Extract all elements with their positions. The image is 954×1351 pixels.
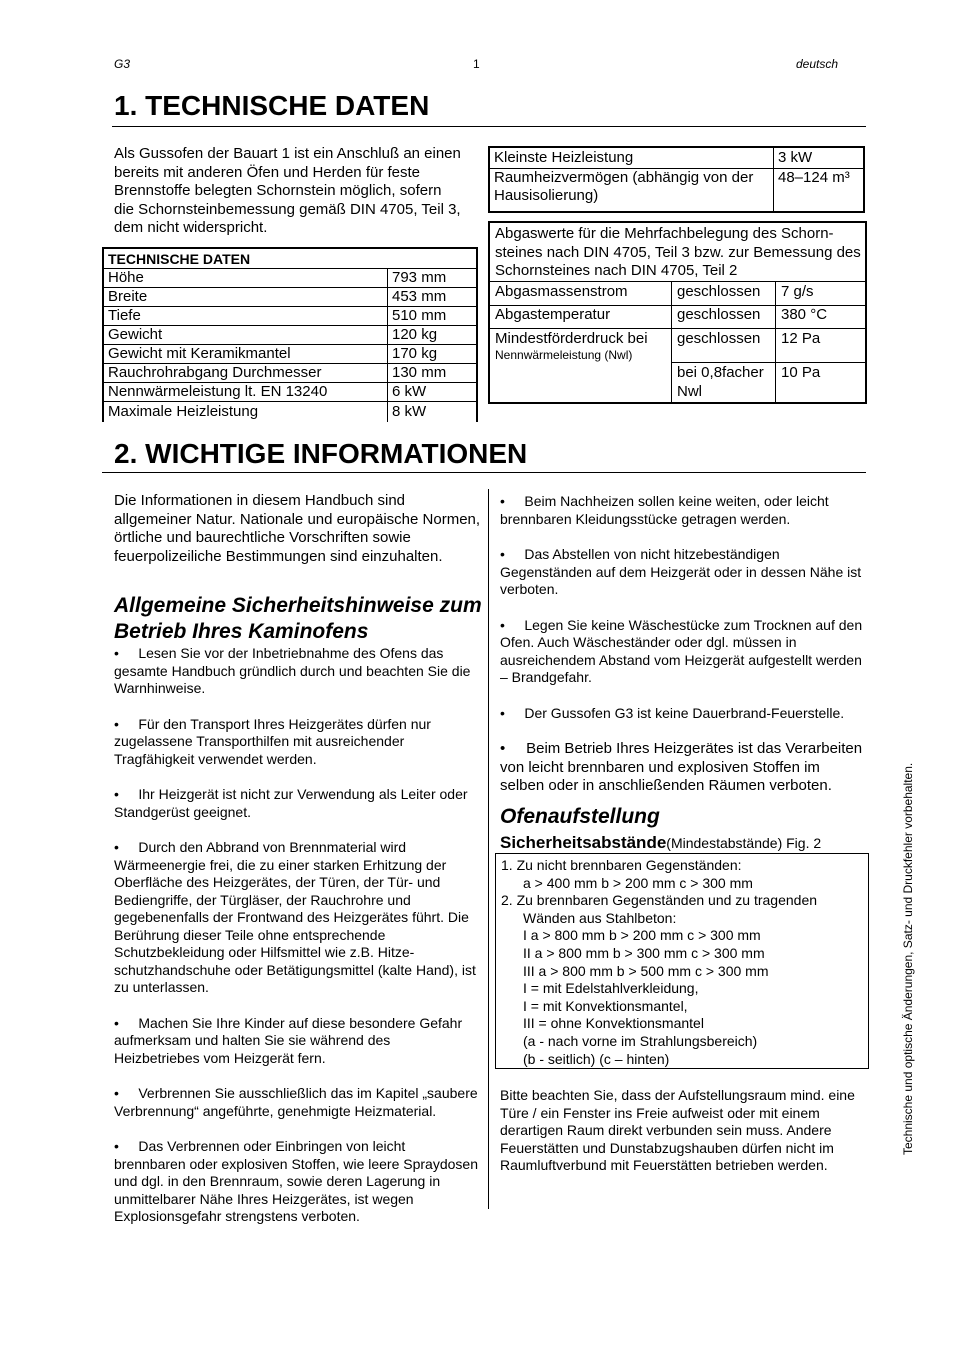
right-bullet-list [500,493,864,796]
flue-col-line [671,281,672,402]
section1-heading [114,90,429,122]
header-model: G3 [114,57,131,71]
list-item-text: Legen Sie keine Wäschestücke zum Trocknen auf den Ofen. Auch Wäscheständer oder dgl. müssen in ausreichendem Abstand vom Heizgerät aufgestellt werden – Brandgefahr. [500,616,863,685]
bullet-icon: • [500,616,525,633]
section1-number: 1. [114,90,138,121]
distances-line: I = mit Konvektionsmantel, [523,997,688,1014]
list-item-text: Verbrennen Sie ausschließlich das im Kapitel „saubere Verbrennung“ angeführte, genehmigte Heizmaterial. [114,1085,478,1119]
section2-number: 2. [114,438,138,469]
tech-row-value: 453 mm [388,288,478,307]
distances-line: a > 400 mm b > 200 mm c > 300 mm [523,874,753,891]
section2-title: WICHTIGE INFORMATIONEN [145,438,528,469]
page-number: 1 [473,57,480,71]
bullet-icon: • [500,740,527,757]
tech-table-header: TECHNISCHE DATEN [103,248,477,269]
list-item [114,1085,478,1120]
list-item-text: Beim Nachheizen sollen keine weiten, oder leicht brennbaren Kleidungsstücke getragen werden. [500,493,829,527]
tech-row-value: 120 kg [388,326,478,345]
tech-row-label: Breite [103,288,388,307]
flue-row-sublabel: Nennwärmeleistung (Nwl) [495,348,633,362]
flue-row-label: Abgasmassenstrom [495,283,628,300]
flue-divider [490,328,865,329]
distances-line: (b - seitlich) (c – hinten) [523,1050,670,1067]
bullet-icon: • [114,839,139,855]
tech-row-value: 130 mm [388,364,478,383]
column-divider [488,489,489,1209]
flue-row-value: 380 °C [781,306,828,323]
list-item-text: Das Abstellen von nicht hitzebeständigen Gegenständen auf dem Heizgerät oder in dessen Nähe ist verboten. [500,546,862,597]
tech-data-table [102,247,478,422]
list-item-text: Das Verbrennen oder Einbringen von leicht brennbaren oder explosiven Stoffen, wie leere Spraydosen und dgl. in den Brennraum, sowie deren Lagerung in unmittelbarer Nähe Ihres Heizgerätes, ist wegen Explosionsgefahr strengstens verboten. [114,1138,478,1224]
heat-row-value: 48–124 m³ [774,169,865,213]
list-item-text: Der Gussofen G3 ist keine Dauerbrand-Feuerstelle. [524,704,845,721]
header-language: deutsch [796,57,839,71]
flue-caption: Abgaswerte für die Mehrfachbelegung des Schorn-steines nach DIN 4705, Teil 3 bzw. zur Bemessung des Schornsteines nach DIN 4705, Teil 2 [495,225,861,279]
tech-row-value: 170 kg [388,345,478,364]
tech-row-label: Höhe [103,269,388,288]
bullet-icon: • [500,546,525,562]
list-item [500,617,864,687]
flue-row-label: Abgastemperatur [495,306,611,323]
tech-row-label: Nennwärmeleistung lt. EN 13240 [103,383,388,402]
flue-gas-table [488,221,867,404]
distances-line: III = ohne Konvektionsmantel [523,1015,704,1032]
distances-line: Wänden aus Stahlbeton: [523,909,677,926]
distances-title: Sicherheitsabstände [500,833,667,852]
bullet-icon: • [500,704,525,721]
heat-row-value: 3 kW [774,147,865,169]
list-item [114,1138,478,1226]
tech-row-label: Maximale Heizleistung [103,402,388,423]
distances-list [501,857,817,1068]
tech-row-value: 793 mm [388,269,478,288]
list-item [114,839,478,997]
tech-row-label: Tiefe [103,307,388,326]
distances-line: I = mit Edelstahlverkleidung, [523,980,699,997]
list-item-text: Durch den Abbrand von Brennmaterial wird Wärmeenergie frei, die zu einer starken Erhitzung der Oberfläche des Heizgerätes, der Türen, der Tür- und Bediengriffe, der Türgläser, der Rauchrohre und gegebenenfalls der Frontwand des Heizgerätes führt. Die Berührung dieser Teile ohne entsprechende Schutzbekleidung oder Hilfsmittel wie z.B. Hitze-schutzhandschuhe oder Betätigungsmittel (kalte Hand), ist zu unterlassen. [114,839,476,995]
safety-list [114,645,478,1226]
flue-row-value: 7 g/s [781,283,814,300]
list-item [114,716,478,769]
bullet-icon: • [114,786,139,802]
flue-row-label: Mindestförderdruck bei [495,330,648,347]
flue-row-condition: geschlossen [677,306,761,323]
distances-box [495,853,869,1069]
flue-row-value: 12 Pa [781,330,821,347]
tech-row-label: Rauchrohrabgang Durchmesser [103,364,388,383]
tech-row-value: 8 kW [388,402,478,423]
side-disclaimer: Technische und optische Änderungen, Satz- und Druckfehler vorbehalten. [901,762,915,1155]
placement-note: Bitte beachten Sie, dass der Aufstellungsraum mind. eine Türe / ein Fenster ins Freie aufweist oder mit einem derartigen Raum direkt verbunden sein muss. Andere Feuerstätten und Dunstabzugshauben dürfen nicht im Raumluftverbund mit Feuerstätten betrieben werden. [500,1087,855,1173]
heat-row-label: Kleinste Heizleistung [489,147,774,169]
list-item-text: Für den Transport Ihres Heizgerätes dürfen nur zugelassene Transporthilfen mit ausreichender Tragfähigkeit verwendet werden. [114,715,431,767]
flue-row-condition: geschlossen [677,330,761,347]
flue-col-line [775,281,776,402]
bullet-icon: • [114,1138,139,1154]
tech-row-label: Gewicht mit Keramikmantel [103,345,388,364]
bullet-icon: • [114,1014,139,1031]
bullet-icon: • [114,715,139,732]
intro-paragraph: Als Gussofen der Bauart 1 ist ein Anschluß an einen bereits mit anderen Öfen und Herden für feste Brennstoffe belegten Schornstein möglich, sofern die Schornsteinbemessung gemäß DIN 4705, Teil 3, dem nicht widerspricht. [114,145,461,236]
list-item-text: Machen Sie Ihre Kinder auf diese besondere Gefahr aufmerksam und halten Sie sie während des Heizbetriebes vom Heizgerät fern. [114,1014,463,1066]
tech-row-label: Gewicht [103,326,388,345]
distances-line: II a > 800 mm b > 300 mm c > 300 mm [523,944,765,961]
flue-divider [671,362,865,363]
placement-heading: Ofenaufstellung [500,805,660,828]
section1-title: TECHNISCHE DATEN [145,90,430,121]
heat-row-label: Raumheizvermögen (abhängig von der Hausisolierung) [489,169,774,213]
distances-line: 2. Zu brennbaren Gegenständen und zu tragenden [501,892,818,909]
tech-row-value: 6 kW [388,383,478,402]
heat-output-table [488,146,865,213]
tech-row-value: 510 mm [388,307,478,326]
list-item [500,546,864,599]
distances-note: (Mindestabstände) Fig. 2 [666,835,822,851]
list-item [114,786,478,821]
flue-divider [490,281,865,282]
safety-heading: Allgemeine Sicherheitshinweise zum Betrieb Ihres Kaminofens [114,594,482,643]
bullet-icon: • [114,1085,139,1101]
list-item [500,705,864,723]
placement-subheading [500,833,821,853]
list-item-text: Ihr Heizgerät ist nicht zur Verwendung als Leiter oder Standgerüst geeignet. [114,786,468,820]
flue-row-value: 10 Pa [781,364,821,381]
distances-line: I a > 800 mm b > 200 mm c > 300 mm [523,927,761,944]
bullet-icon: • [114,645,139,661]
list-item-text: Beim Betrieb Ihres Heizgerätes ist das Verarbeiten von leicht brennbaren und explosiven Stoffen im selben oder in anschließenden Räumen verboten. [500,740,863,794]
info-intro: Die Informationen in diesem Handbuch sind allgemeiner Natur. Nationale und europäische Normen, örtliche und baurechtliche Vorschriften sowie feuerpolizeiliche Bestimmungen sind einzuhalten. [114,492,481,565]
list-item-text: Lesen Sie vor der Inbetriebnahme des Ofens das gesamte Handbuch gründlich durch und beachten Sie die Warnhinweise. [114,645,471,696]
section1-rule [112,126,866,127]
list-item [500,493,864,528]
flue-row-condition: geschlossen [677,283,761,300]
section2-heading [114,438,527,470]
list-item [114,1015,478,1068]
distances-line: III a > 800 mm b > 500 mm c > 300 mm [523,962,769,979]
list-item [500,740,864,796]
distances-line: (a - nach vorne im Strahlungsbereich) [523,1032,758,1049]
flue-row-condition: bei 0,8facher Nwl [677,364,764,400]
list-item [114,645,478,698]
distances-line: 1. Zu nicht brennbaren Gegenständen: [501,857,742,873]
section2-rule [102,472,866,473]
bullet-icon: • [500,493,525,509]
